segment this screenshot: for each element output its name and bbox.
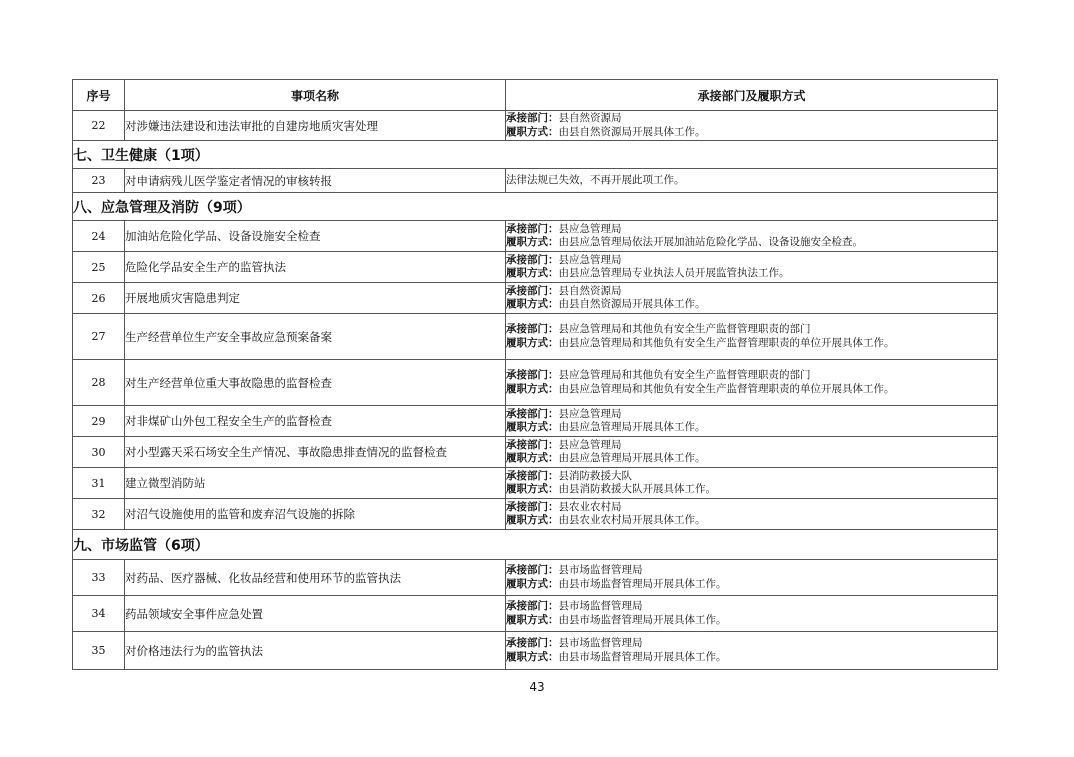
table-row [73,314,998,360]
dept-label: 承接部门： [506,469,559,482]
method-value: 由县市场监督管理局开展具体工作。 [558,613,727,626]
dept-label: 承接部门： [506,407,559,420]
dept-line [506,470,997,484]
item-name: 对药品、医疗器械、化妆品经营和使用环节的监管执法 [125,560,506,596]
item-name: 生产经营单位生产安全事故应急预案备案 [125,314,506,360]
table-row [73,360,998,406]
method-value: 由县应急管理局开展具体工作。 [558,452,706,464]
method-value: 由县应急管理局和其他负有安全生产监督管理职责的单位开展具体工作。 [558,336,895,349]
dept-value: 县自然资源局 [558,112,622,124]
table-row [73,252,998,283]
dept-line [506,369,997,383]
method-value: 由县自然资源局开展具体工作。 [558,125,706,138]
method-label: 履职方式： [506,650,559,663]
dept-label: 承接部门： [506,284,559,297]
item-number: 35 [73,632,125,670]
method-label: 履职方式： [506,514,559,526]
method-label: 履职方式： [506,382,559,395]
method-label: 履职方式： [506,236,559,248]
item-duty [506,283,998,314]
dept-line [506,600,997,614]
item-name: 对生产经营单位重大事故隐患的监督检查 [125,360,506,406]
item-name: 对沼气设施使用的监管和废弃沼气设施的拆除 [125,499,506,530]
dept-value: 县应急管理局 [558,253,622,266]
table-row [73,221,998,252]
method-line [506,298,997,312]
dept-line [506,564,997,578]
item-number: 30 [73,437,125,468]
dept-value: 县应急管理局 [558,407,622,420]
duty-text: 法律法规已失效，不再开展此项工作。 [506,173,685,186]
dept-label: 承接部门： [506,438,559,451]
method-label: 履职方式： [506,125,559,138]
item-duty [506,314,998,360]
item-duty [506,596,998,632]
dept-value: 县消防救援大队 [558,469,632,482]
method-label: 履职方式： [506,421,559,433]
table-row [73,596,998,632]
item-duty [506,111,998,141]
table-row [73,169,998,193]
item-duty [506,468,998,499]
dept-label: 承接部门： [506,600,559,612]
item-name: 对小型露天采石场安全生产情况、事故隐患排查情况的监督检查 [125,437,506,468]
item-name: 对非煤矿山外包工程安全生产的监督检查 [125,406,506,437]
table-row [73,406,998,437]
method-line [506,614,997,628]
item-number: 24 [73,221,125,252]
item-number: 34 [73,596,125,632]
table-row [73,437,998,468]
item-duty [506,632,998,670]
dept-line [506,254,997,268]
header-name: 事项名称 [125,80,506,111]
method-value: 由县消防救援大队开展具体工作。 [558,483,716,495]
dept-value: 县农业农村局 [558,500,622,513]
dept-line [506,285,997,299]
item-name: 开展地质灾害隐患判定 [125,283,506,314]
method-value: 由县农业农村局开展具体工作。 [558,514,706,526]
item-number: 27 [73,314,125,360]
method-label: 履职方式： [506,483,559,495]
item-number: 29 [73,406,125,437]
page-number: 43 [529,680,545,694]
dept-line [506,323,997,337]
method-line [506,126,997,140]
dept-value: 县自然资源局 [558,284,622,297]
item-duty [506,560,998,596]
method-line [506,267,997,281]
dept-line [506,637,997,651]
item-name: 对申请病残儿医学鉴定者情况的审核转报 [125,169,506,193]
table-row [73,468,998,499]
method-line [506,651,997,665]
item-duty [506,169,998,193]
dept-value: 县应急管理局 [558,438,622,451]
item-number: 28 [73,360,125,406]
dept-value: 县应急管理局和其他负有安全生产监督管理职责的部门 [558,369,811,381]
method-label: 履职方式： [506,577,559,590]
table-header-row [73,80,998,111]
dept-value: 县应急管理局 [558,222,622,235]
table-row [73,283,998,314]
method-label: 履职方式： [506,298,559,310]
item-number: 22 [73,111,125,141]
item-name: 药品领域安全事件应急处置 [125,596,506,632]
method-value: 由县应急管理局专业执法人员开展监管执法工作。 [558,267,790,279]
method-line [506,514,997,528]
dept-value: 县应急管理局和其他负有安全生产监督管理职责的部门 [558,323,811,335]
dept-label: 承接部门： [506,222,559,235]
item-duty [506,499,998,530]
method-value: 由县市场监督管理局开展具体工作。 [558,650,727,663]
section-row [73,530,998,560]
item-number: 26 [73,283,125,314]
item-duty [506,406,998,437]
dept-line [506,439,997,453]
method-label: 履职方式： [506,452,559,464]
table-row [73,632,998,670]
dept-line [506,223,997,237]
section-title: 九、市场监管（6项） [73,530,998,560]
item-duty [506,437,998,468]
item-name: 危险化学品安全生产的监管执法 [125,252,506,283]
dept-label: 承接部门： [506,369,559,381]
method-label: 履职方式： [506,336,559,349]
section-row [73,193,998,221]
method-label: 履职方式： [506,267,559,279]
method-value: 由县市场监督管理局开展具体工作。 [558,577,727,590]
item-number: 31 [73,468,125,499]
item-duty [506,360,998,406]
method-value: 由县应急管理局开展具体工作。 [558,421,706,433]
method-value: 由县自然资源局开展具体工作。 [558,298,706,310]
item-number: 25 [73,252,125,283]
item-duty [506,252,998,283]
section-row [73,141,998,169]
method-line [506,236,997,250]
header-num: 序号 [73,80,125,111]
dept-label: 承接部门： [506,637,559,649]
dept-value: 县市场监督管理局 [558,600,643,612]
dept-line [506,408,997,422]
dept-value: 县市场监督管理局 [558,637,643,649]
table-row [73,560,998,596]
method-line [506,578,997,592]
item-number: 23 [73,169,125,193]
table-row [73,499,998,530]
method-line [506,483,997,497]
method-line [506,383,997,397]
items-table [72,79,998,670]
dept-line [506,501,997,515]
item-name: 建立微型消防站 [125,468,506,499]
method-line [506,337,997,351]
item-number: 32 [73,499,125,530]
dept-label: 承接部门： [506,323,559,335]
method-line [506,421,997,435]
header-duty: 承接部门及履职方式 [506,80,998,111]
item-number: 33 [73,560,125,596]
dept-label: 承接部门： [506,112,559,124]
dept-value: 县市场监督管理局 [558,564,643,576]
item-name: 对涉嫌违法建设和违法审批的自建房地质灾害处理 [125,111,506,141]
item-name: 对价格违法行为的监管执法 [125,632,506,670]
dept-label: 承接部门： [506,500,559,513]
dept-line [506,112,997,126]
item-name: 加油站危险化学品、设备设施安全检查 [125,221,506,252]
method-label: 履职方式： [506,613,559,626]
table-row [73,111,998,141]
dept-label: 承接部门： [506,253,559,266]
method-line [506,452,997,466]
dept-label: 承接部门： [506,564,559,576]
section-title: 八、应急管理及消防（9项） [73,193,998,221]
method-value: 由县应急管理局依法开展加油站危险化学品、设备设施安全检查。 [558,236,863,248]
section-title: 七、卫生健康（1项） [73,141,998,169]
item-duty [506,221,998,252]
method-value: 由县应急管理局和其他负有安全生产监督管理职责的单位开展具体工作。 [558,382,895,395]
